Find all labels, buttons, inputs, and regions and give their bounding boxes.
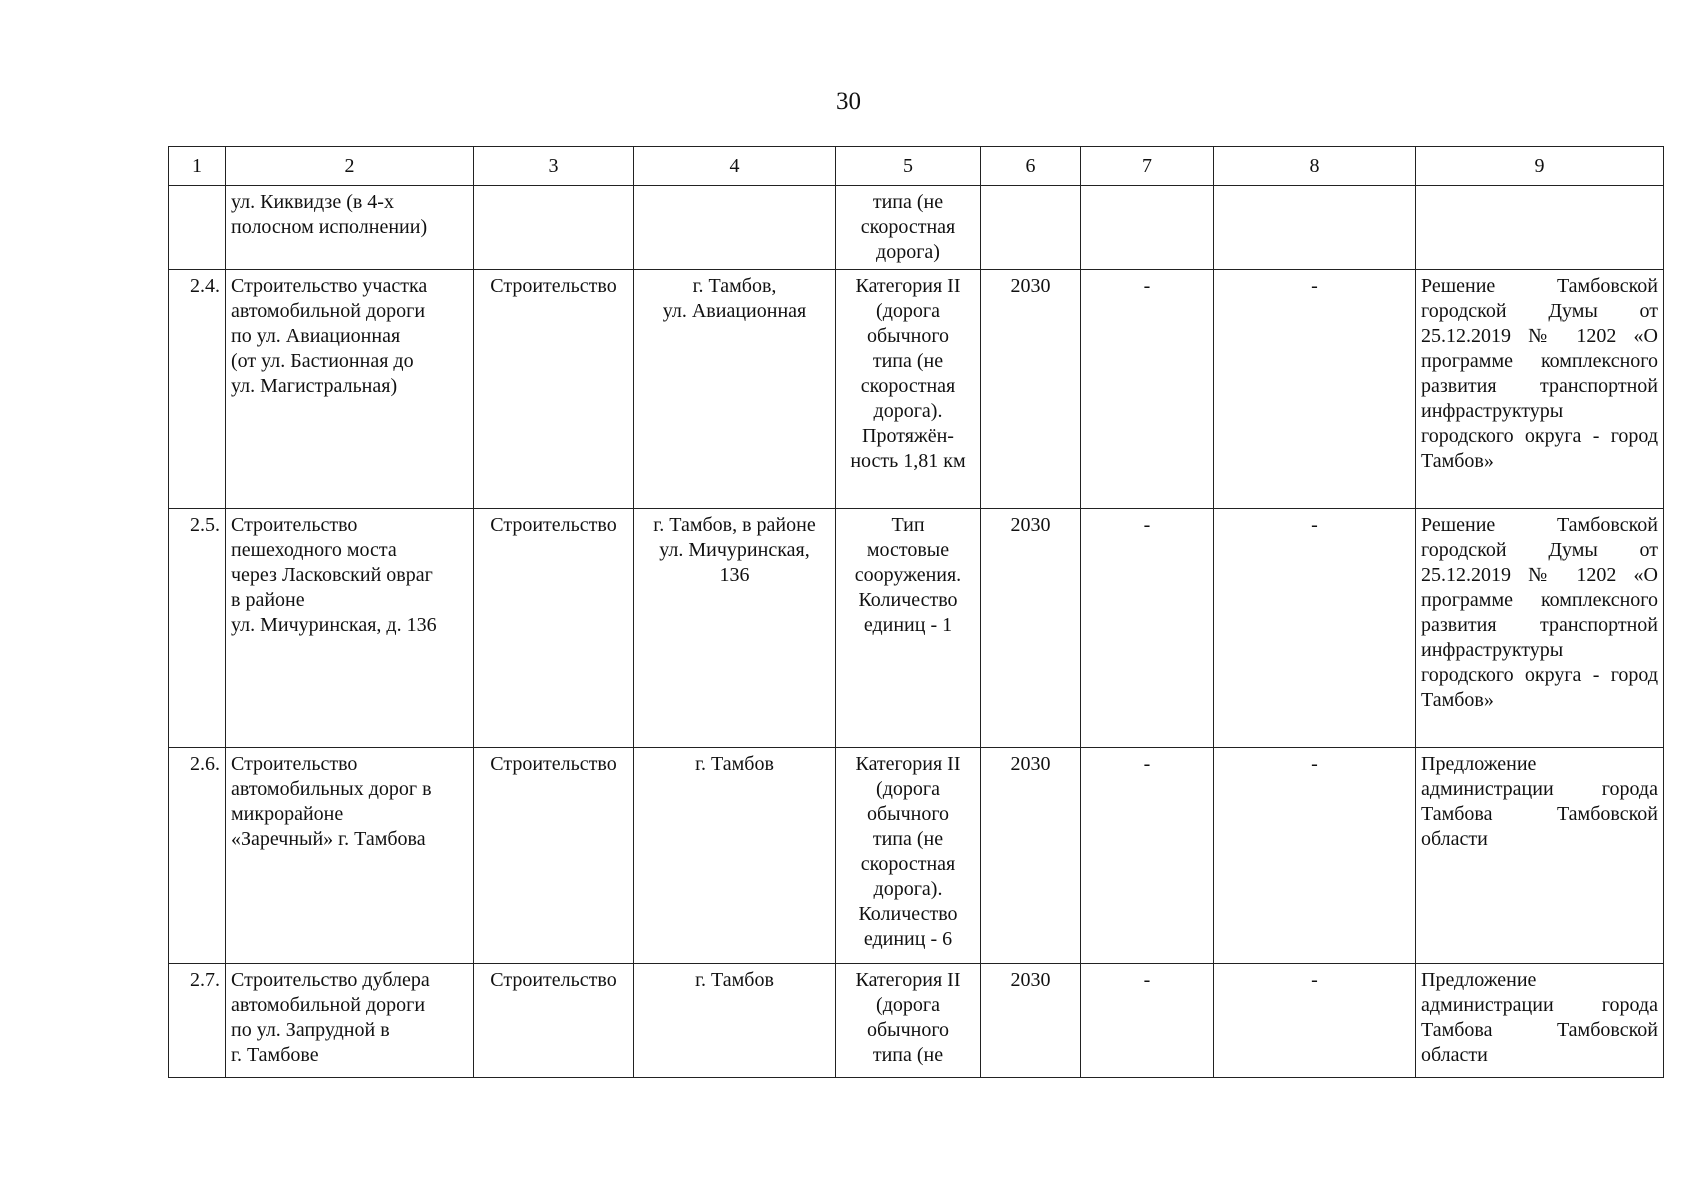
work-type: Строительство <box>474 270 634 509</box>
completion-year <box>981 186 1081 270</box>
object-characteristics: Категория II (дорога обычного типа (не скоростная дорога). Количество единиц - 6 <box>836 748 981 964</box>
object-location: г. Тамбов <box>634 748 836 964</box>
object-characteristics: Тип мостовые сооружения. Количество единиц - 1 <box>836 509 981 748</box>
object-location: г. Тамбов, ул. Авиационная <box>634 270 836 509</box>
column-header-7: 7 <box>1081 147 1214 186</box>
column-8-value <box>1214 186 1416 270</box>
table-row <box>169 964 1664 1078</box>
column-7-value: - <box>1081 270 1214 509</box>
column-7-value: - <box>1081 748 1214 964</box>
row-number: 2.7. <box>169 964 226 1078</box>
column-header-1: 1 <box>169 147 226 186</box>
basis-document: Предложение администрации города Тамбова Тамбовской области <box>1416 964 1664 1078</box>
row-number: 2.6. <box>169 748 226 964</box>
object-characteristics: типа (не скоростная дорога) <box>836 186 981 270</box>
basis-document: Предложение администрации города Тамбова Тамбовской области <box>1416 748 1664 964</box>
column-header-5: 5 <box>836 147 981 186</box>
table-row <box>169 748 1664 964</box>
column-8-value: - <box>1214 748 1416 964</box>
work-type: Строительство <box>474 964 634 1078</box>
work-type: Строительство <box>474 748 634 964</box>
object-name: ул. Киквидзе (в 4-х полосном исполнении) <box>226 186 474 270</box>
object-name: Строительство пешеходного моста через Ласковский овраг в районе ул. Мичуринская, д. 136 <box>226 509 474 748</box>
work-type <box>474 186 634 270</box>
row-number: 2.4. <box>169 270 226 509</box>
column-header-2: 2 <box>226 147 474 186</box>
table-row <box>169 509 1664 748</box>
column-8-value: - <box>1214 964 1416 1078</box>
object-location: г. Тамбов <box>634 964 836 1078</box>
basis-document: Решение Тамбовской городской Думы от 25.12.2019 № 1202 «О программе комплексного развития транспортной инфраструктуры городского округа - город Тамбов» <box>1416 509 1664 748</box>
object-location: г. Тамбов, в районе ул. Мичуринская, 136 <box>634 509 836 748</box>
object-characteristics: Категория II (дорога обычного типа (не скоростная дорога). Протяжён- ность 1,81 км <box>836 270 981 509</box>
basis-document <box>1416 186 1664 270</box>
column-7-value: - <box>1081 509 1214 748</box>
basis-document: Решение Тамбовской городской Думы от 25.12.2019 № 1202 «О программе комплексного развития транспортной инфраструктуры городского округа - город Тамбов» <box>1416 270 1664 509</box>
column-header-3: 3 <box>474 147 634 186</box>
column-header-9: 9 <box>1416 147 1664 186</box>
work-type: Строительство <box>474 509 634 748</box>
table-row <box>169 270 1664 509</box>
object-location <box>634 186 836 270</box>
column-7-value <box>1081 186 1214 270</box>
road-construction-table <box>168 146 1664 1078</box>
completion-year: 2030 <box>981 748 1081 964</box>
completion-year: 2030 <box>981 509 1081 748</box>
object-name: Строительство дублера автомобильной дороги по ул. Запрудной в г. Тамбове <box>226 964 474 1078</box>
row-number: 2.5. <box>169 509 226 748</box>
column-7-value: - <box>1081 964 1214 1078</box>
object-name: Строительство участка автомобильной дороги по ул. Авиационная (от ул. Бастионная до ул. Магистральная) <box>226 270 474 509</box>
column-8-value: - <box>1214 509 1416 748</box>
header-row <box>169 147 1664 186</box>
object-characteristics: Категория II (дорога обычного типа (не <box>836 964 981 1078</box>
column-header-4: 4 <box>634 147 836 186</box>
row-number <box>169 186 226 270</box>
page-number: 30 <box>836 88 861 115</box>
column-header-6: 6 <box>981 147 1081 186</box>
table-row <box>169 186 1664 270</box>
completion-year: 2030 <box>981 270 1081 509</box>
completion-year: 2030 <box>981 964 1081 1078</box>
column-header-8: 8 <box>1214 147 1416 186</box>
object-name: Строительство автомобильных дорог в микрорайоне «Заречный» г. Тамбова <box>226 748 474 964</box>
column-8-value: - <box>1214 270 1416 509</box>
